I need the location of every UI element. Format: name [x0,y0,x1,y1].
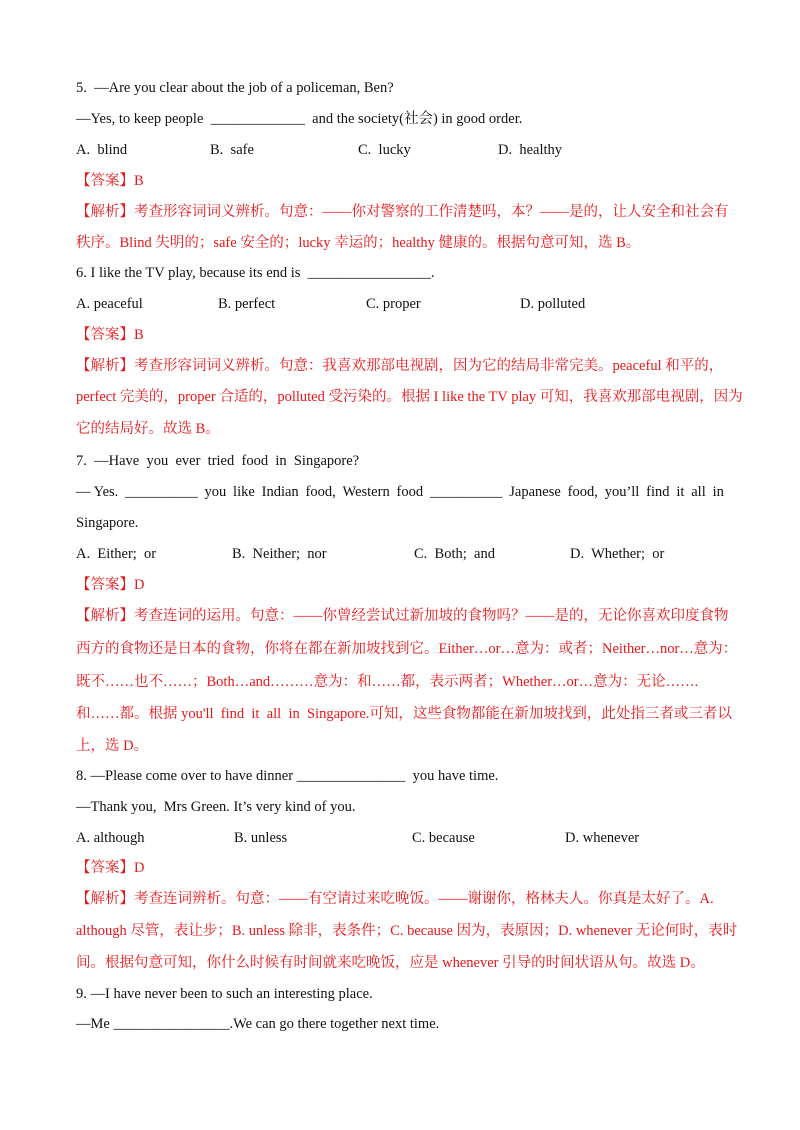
q7-option-c: C. Both; and [414,546,495,562]
q5-option-c: C. lucky [358,142,411,158]
q7-word: like [233,484,255,500]
q8-analysis-line: although 尽管，表让步；B. unless 除非，表条件；C. because 因为，表原因；D. whenever 无论何时，表时 [76,923,738,939]
q6-question-line: 6. I like the TV play, because its end is _________________. [76,265,435,281]
q5-option-b: B. safe [210,142,254,158]
q7-answer: 【答案】D [76,577,145,593]
q5-answer: 【答案】B [76,173,144,189]
q5-option-a: A. blind [76,142,128,158]
q7-word: food, [305,484,336,500]
q8-analysis-line: 【解析】考查连词辨析。句意：——有空请过来吃晚饭。——谢谢你，格林夫人。你真是太好了。A. [76,891,714,907]
q6-option-c: C. proper [366,296,421,312]
q8-option-c: C. because [412,830,475,846]
q8-analysis-line: 间。根据句意可知，你什么时候有时间就来吃晚饭，应是 whenever 引导的时间状语从句。故选 D。 [76,955,705,971]
q7-analysis-line: 和……都。根据 you'll find it all in Singapore.可知，这些食物都能在新加坡找到，此处指三者或三者以 [76,706,732,722]
q8-question-line: 8. —Please come over to have dinner _______________ you have time. [76,768,499,784]
q5-analysis-line: 秩序。Blind 失明的；safe 安全的；lucky 幸运的；healthy 健康的。根据句意可知，选 B。 [76,235,641,251]
q6-option-a: A. peaceful [76,296,143,312]
q7-option-b: B. Neither; nor [232,546,327,562]
q6-analysis-line: 它的结局好。故选 B。 [76,421,220,437]
q7-word: food [396,484,424,500]
q6-analysis-line: perfect 完美的，proper 合适的，polluted 受污染的。根据 I like the TV play 可知，我喜欢那部电视剧，因为 [76,389,743,405]
q7-word: in [712,484,724,500]
q7-analysis-line: 既不……也不……；Both…and………意为：和……都，表示两者；Whether…or…意为：无论……. [76,674,699,690]
q8-response-line: —Thank you, Mrs Green. It’s very kind of you. [76,799,356,815]
q5-option-d: D. healthy [498,142,563,158]
q6-option-d: D. polluted [520,296,586,312]
q7-word: it [676,484,685,500]
q6-analysis-line: 【解析】考查形容词词义辨析。句意：我喜欢那部电视剧，因为它的结局非常完美。peaceful 和平的， [76,358,724,374]
q7-word: — Yes. [76,484,119,500]
q7-word: you’ll [604,484,640,500]
q8-answer: 【答案】D [76,860,145,876]
q9-question-line: 9. —I have never been to such an interesting place. [76,986,373,1002]
q7-word: Indian [261,484,299,500]
q7-analysis-line: 上，选 D。 [76,738,149,754]
q7-word: you [204,484,227,500]
q6-answer: 【答案】B [76,327,144,343]
q9-response-line: —Me ________________.We can go there together next time. [76,1016,440,1032]
q6-option-b: B. perfect [218,296,276,312]
q5-response-line: —Yes, to keep people _____________ and the society(社会) in good order. [76,111,523,127]
q8-option-b: B. unless [234,830,288,846]
q7-blank: __________ [125,484,198,500]
q5-question-line: 5. —Are you clear about the job of a policeman, Ben? [76,80,394,96]
q8-option-d: D. whenever [565,830,640,846]
q7-word: Japanese [509,484,561,500]
q7-word: find [646,484,670,500]
q7-analysis-line: 【解析】考查连词的运用。句意：——你曾经尝试过新加坡的食物吗？——是的，无论你喜欢印度食物 [76,608,729,624]
q8-option-a: A. although [76,830,145,846]
q7-response-line-cont: Singapore. [76,515,139,531]
q5-analysis-line: 【解析】考查形容词词义辨析。句意：——你对警察的工作清楚吗，本？——是的，让人安全和社会有 [76,204,729,220]
q7-option-d: D. Whether; or [570,546,665,562]
q7-option-a: A. Either; or [76,546,157,562]
q7-word: all [691,484,706,500]
q7-analysis-line: 西方的食物还是日本的食物，你将在都在新加坡找到它。Either…or…意为：或者；Neither…nor…意为： [76,641,738,657]
q7-word: Western [342,484,390,500]
q7-word: food, [567,484,598,500]
q7-question-line: 7. —Have you ever tried food in Singapore? [76,453,360,469]
q7-blank: __________ [429,484,503,500]
q7-response-line [76,483,724,501]
